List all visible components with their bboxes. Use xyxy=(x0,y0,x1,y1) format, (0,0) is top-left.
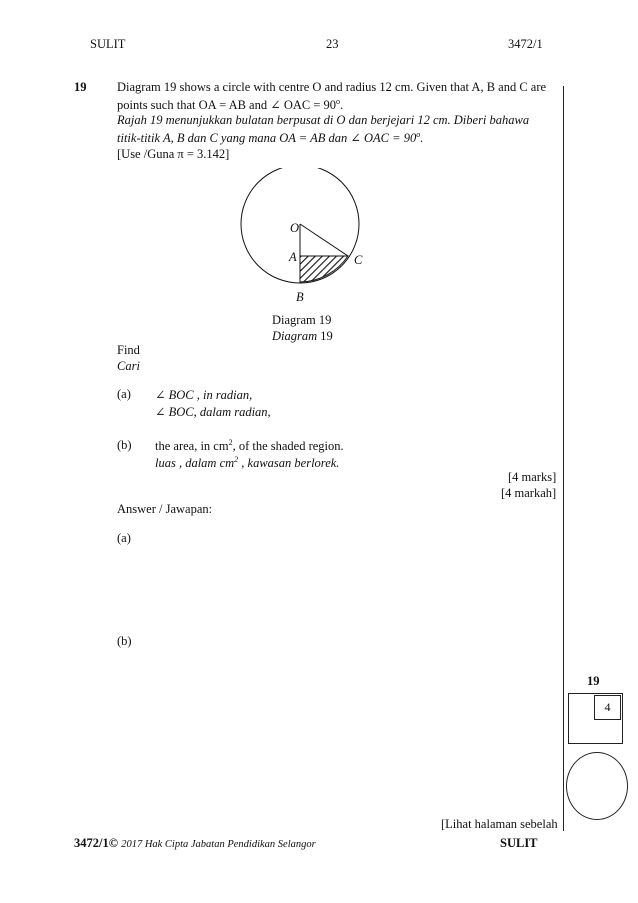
question-ms-line2: titik-titik A, B dan C yang mana OA = AB dan ∠ OAC = $90^o$. xyxy=(117,130,424,146)
use-pi-note: [Use /Guna π = 3.142] xyxy=(117,147,230,161)
part-b-label: (b) xyxy=(117,438,132,452)
question-number: 19 xyxy=(74,80,87,94)
part-a-en: ∠ BOC , in radian, xyxy=(155,388,253,402)
answer-part-a: (a) xyxy=(117,531,131,545)
part-a-label: (a) xyxy=(117,387,131,401)
header-sulit: SULIT xyxy=(90,37,126,51)
part-b-ms: luas , dalam $cm^2$ , kawasan berlorek. xyxy=(155,455,340,471)
next-page-note: [Lihat halaman sebelah xyxy=(441,817,558,831)
circle-diagram xyxy=(240,168,370,306)
radius-oc xyxy=(300,224,348,256)
diagram-caption-ms: Diagram 19 xyxy=(272,329,333,343)
question-en-line1: Diagram 19 shows a circle with centre O and radius 12 cm. Given that A, B and C are xyxy=(117,80,547,94)
marks-ms: [4 markah] xyxy=(501,486,557,500)
header-paper-code: 3472/1 xyxy=(508,37,543,51)
marks-value-box xyxy=(594,695,621,720)
label-c: C xyxy=(354,253,363,267)
find-label-en: Find xyxy=(117,343,140,357)
find-label-ms: Cari xyxy=(117,359,140,373)
diagram-caption-en: Diagram 19 xyxy=(272,313,332,327)
margin-rule xyxy=(563,86,564,831)
header-page-number: 23 xyxy=(326,37,339,51)
answer-label: Answer / Jawapan: xyxy=(117,502,213,516)
margin-question-number: 19 xyxy=(587,674,600,688)
question-ms-line1: Rajah 19 menunjukkan bulatan berpusat di O dan berjejari 12 cm. Diberi bahawa xyxy=(117,113,530,127)
answer-part-b: (b) xyxy=(117,634,132,648)
question-en-line2: points such that OA = AB and ∠ OAC = $90^o$. xyxy=(117,97,344,113)
marks-value: 4 xyxy=(604,700,611,714)
part-a-ms: ∠ BOC, dalam radian, xyxy=(155,405,271,419)
marks-en: [4 marks] xyxy=(508,470,557,484)
footer-sulit: SULIT xyxy=(500,836,538,850)
examiner-circle xyxy=(566,752,628,820)
label-b: B xyxy=(296,290,304,304)
footer-left: 3472/1© 2017 Hak Cipta Jabatan Pendidikan Selangor xyxy=(74,836,316,850)
label-a: A xyxy=(289,250,297,264)
label-o: O xyxy=(290,221,300,235)
part-b-en: the area, in $cm^2$, of the shaded region. xyxy=(155,438,344,454)
